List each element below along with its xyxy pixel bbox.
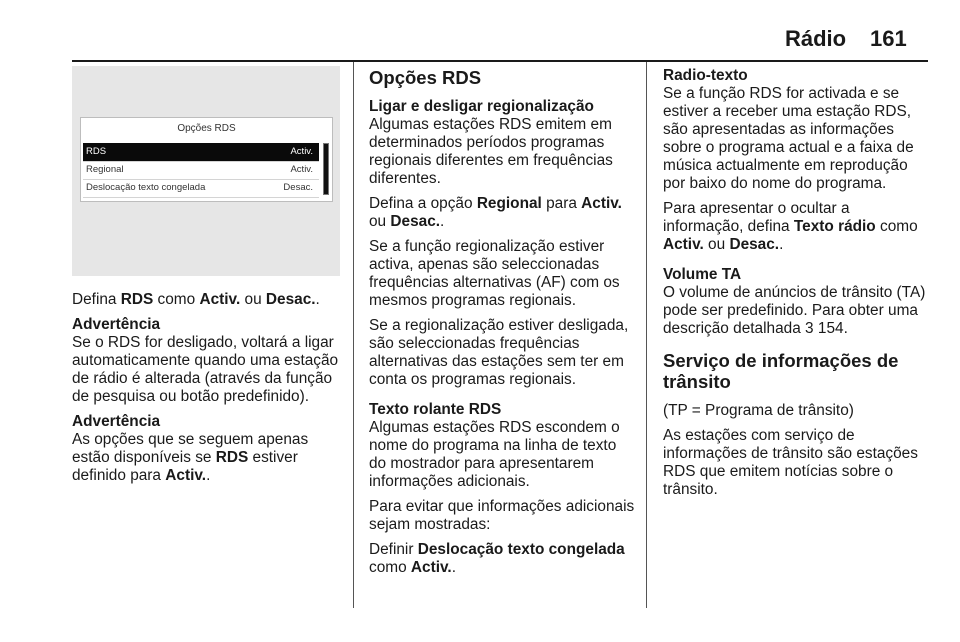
page-header-title: Rádio	[785, 26, 847, 51]
screen-row-value: Activ.	[290, 146, 313, 157]
header-rule	[72, 60, 928, 62]
screen-row-regional	[83, 161, 319, 180]
paragraph: Algumas estações RDS emitem em determinados períodos programas regionais diferentes em frequências diferentes.	[369, 116, 613, 187]
screen-row-label: Regional	[86, 164, 124, 175]
paragraph: Para evitar que informações adicionais sejam mostradas:	[369, 498, 635, 533]
section-heading-traffic-info: Serviço de informações de trânsito	[663, 350, 899, 392]
warning-note-1	[72, 316, 347, 406]
paragraph: As estações com serviço de informações de trânsito são estações RDS que emitem notícias sobre o trânsito.	[663, 427, 918, 498]
paragraph: Se a regionalização estiver desligada, são seleccionadas frequências alternativas das estações sem ter em conta os programas regionais.	[369, 317, 629, 388]
subheading-regionalization: Ligar e desligar regionalização	[369, 98, 594, 115]
column-3	[663, 67, 931, 506]
subheading-volume-ta: Volume TA	[663, 266, 742, 283]
column-divider-right	[646, 62, 647, 608]
column-1	[72, 291, 347, 492]
screen-row-label: RDS	[86, 146, 107, 157]
page-reference-icon: 3	[805, 320, 814, 337]
subheading-radio-text: Radio-texto	[663, 67, 748, 84]
screen-scrollbar-thumb	[324, 144, 328, 194]
screen-scrollbar	[323, 143, 329, 195]
rds-instruction: Defina RDS como Activ. ou Desac..	[72, 291, 320, 308]
paragraph: (TP = Programa de trânsito)	[663, 402, 854, 419]
note-title: Advertência	[72, 316, 161, 333]
screen-row-scrolling-text	[83, 179, 319, 198]
paragraph: Defina a opção Regional para Activ. ou Desac..	[369, 195, 622, 230]
rds-screen-panel	[80, 117, 333, 202]
warning-note-2: Advertência As opções que se seguem apenas estão disponíveis se RDS estiver definido para Activ..	[72, 413, 347, 485]
screen-row-value: Activ.	[290, 164, 313, 175]
note-title: Advertência	[72, 413, 161, 430]
paragraph: O volume de anúncios de trânsito (TA) pode ser predefinido. Para obter uma descrição detalhada 3 154.	[663, 284, 926, 337]
paragraph: Se a função regionalização estiver activa, apenas são seleccionadas frequências alternativas (AF) com os mesmos programas regionais.	[369, 238, 620, 309]
column-divider-left	[353, 62, 354, 608]
screen-row-label: Deslocação texto congelada	[86, 182, 206, 193]
column-2	[369, 67, 635, 584]
page-number: 161	[870, 26, 907, 51]
paragraph: Algumas estações RDS escondem o nome do programa na linha de texto do mostrador para apresentarem informações adicionais.	[369, 419, 620, 490]
subheading-scrolling-text: Texto rolante RDS	[369, 401, 502, 418]
note-text: Se o RDS for desligado, voltará a ligar automaticamente quando uma estação de rádio é alterada (através da função de pesquisa ou botão predefinido).	[72, 334, 339, 405]
paragraph: Para apresentar o ocultar a informação, defina Texto rádio como Activ. ou Desac..	[663, 200, 918, 253]
screen-row-rds	[83, 143, 319, 162]
screen-row-value: Desac.	[283, 182, 313, 193]
screen-title: Opções RDS	[177, 123, 236, 134]
paragraph: Definir Deslocação texto congelada como Activ..	[369, 541, 625, 576]
paragraph: Se a função RDS for activada e se estiver a receber uma estação RDS, são apresentadas as informações sobre o programa actual e a faixa de música actualmente em reprodução por baixo do nome do programa.	[663, 85, 914, 192]
section-heading-rds-options: Opções RDS	[369, 67, 482, 88]
